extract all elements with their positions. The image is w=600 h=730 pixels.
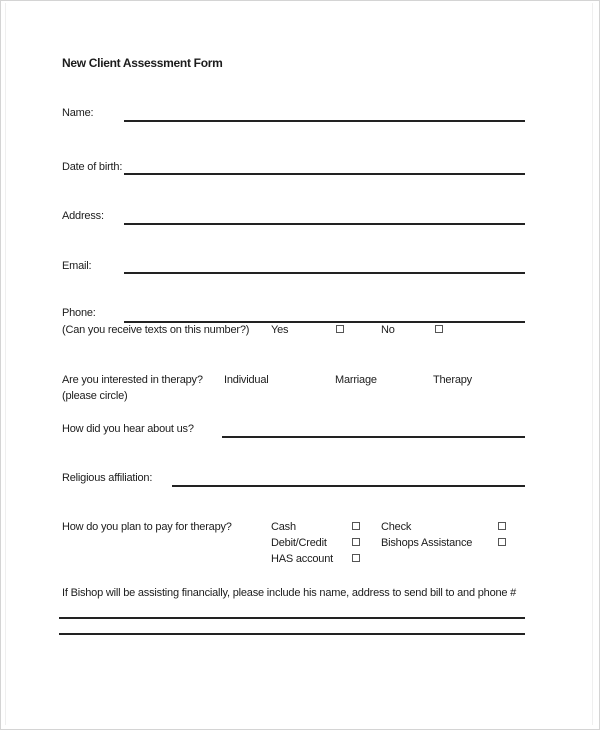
name-input-line[interactable] — [124, 120, 525, 122]
payment-cash-label: Cash — [271, 521, 296, 533]
religious-input-line[interactable] — [172, 485, 525, 487]
hear-about-input-line[interactable] — [222, 436, 525, 438]
phone-input-line[interactable] — [124, 321, 525, 323]
texts-yes-checkbox[interactable] — [336, 325, 344, 333]
therapy-option-therapy[interactable]: Therapy — [433, 374, 472, 386]
texts-no-label: No — [381, 324, 395, 336]
religious-label: Religious affiliation: — [62, 472, 153, 484]
payment-has-account-checkbox[interactable] — [352, 554, 360, 562]
therapy-option-marriage[interactable]: Marriage — [335, 374, 377, 386]
texts-no-checkbox[interactable] — [435, 325, 443, 333]
payment-question: How do you plan to pay for therapy? — [62, 521, 232, 533]
dob-label: Date of birth: — [62, 161, 123, 173]
payment-bishops-assistance-checkbox[interactable] — [498, 538, 506, 546]
form-title: New Client Assessment Form — [62, 56, 223, 70]
payment-debit-credit-label: Debit/Credit — [271, 537, 327, 549]
name-label: Name: — [62, 107, 94, 119]
address-input-line[interactable] — [124, 223, 525, 225]
payment-check-label: Check — [381, 521, 412, 533]
therapy-hint: (please circle) — [62, 390, 128, 402]
payment-has-account-label: HAS account — [271, 553, 334, 565]
bishop-info-line-2[interactable] — [59, 633, 525, 635]
bishop-note: If Bishop will be assisting financially, please include his name, address to send bill to and phone # — [62, 587, 517, 599]
phone-label: Phone: — [62, 307, 96, 319]
therapy-option-individual[interactable]: Individual — [224, 374, 269, 386]
payment-debit-credit-checkbox[interactable] — [352, 538, 360, 546]
therapy-question: Are you interested in therapy? — [62, 374, 203, 386]
payment-check-checkbox[interactable] — [498, 522, 506, 530]
payment-cash-checkbox[interactable] — [352, 522, 360, 530]
hear-about-label: How did you hear about us? — [62, 423, 194, 435]
payment-bishops-assistance-label: Bishops Assistance — [381, 537, 473, 549]
texts-question: (Can you receive texts on this number?) — [62, 324, 250, 336]
texts-yes-label: Yes — [271, 324, 289, 336]
email-label: Email: — [62, 260, 92, 272]
dob-input-line[interactable] — [124, 173, 525, 175]
bishop-info-line-1[interactable] — [59, 617, 525, 619]
address-label: Address: — [62, 210, 104, 222]
email-input-line[interactable] — [124, 272, 525, 274]
